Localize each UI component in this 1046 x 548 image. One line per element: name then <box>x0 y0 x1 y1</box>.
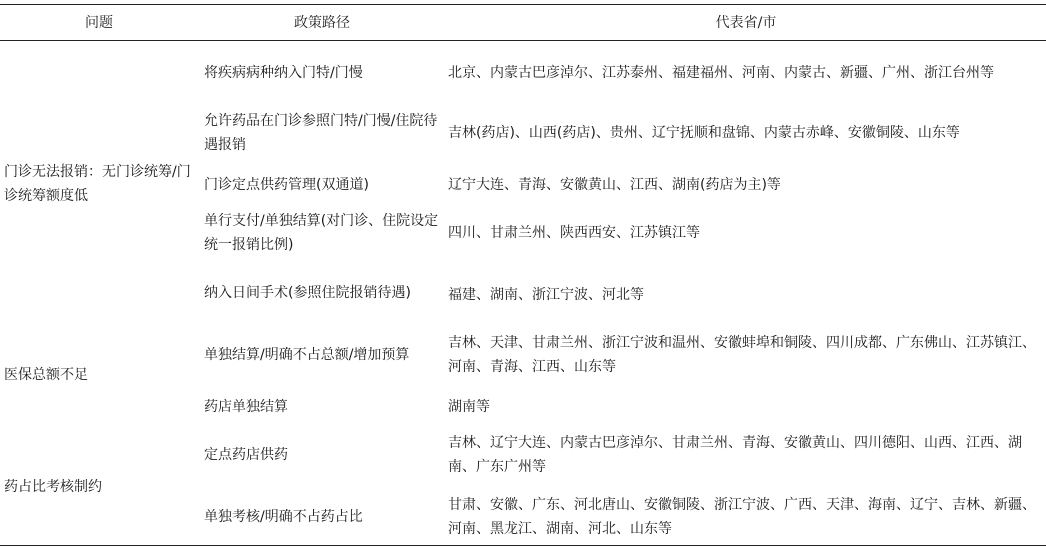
header-policy: 政策路径 <box>294 15 350 31</box>
regions-cell: 吉林、辽宁大连、内蒙古巴彦淖尔、甘肃兰州、青海、安徽黄山、四川德阳、山西、江西、湖南、广东广州等 <box>448 435 1022 475</box>
policy-cell: 门诊定点供药管理(双通道) <box>204 177 369 193</box>
issue-cell <box>4 472 194 502</box>
regions-cell: 四川、甘肃兰州、陕西西安、江苏镇江等 <box>448 225 700 241</box>
policy-cell: 将疾病病种纳入门特/门慢 <box>204 65 363 81</box>
regions-cell: 甘肃、安徽、广东、河北唐山、安徽铜陵、浙江宁波、广西、天津、海南、辽宁、吉林、新疆、河南、黑龙江、湖南、河北、山东等 <box>448 497 1036 537</box>
issue-cell <box>4 150 194 218</box>
policy-cell: 允许药品在门诊参照门特/门慢/住院待遇报销 <box>204 113 438 153</box>
policy-cell: 单独考核/明确不占药占比 <box>204 509 363 525</box>
regions-cell: 湖南等 <box>448 399 490 415</box>
policy-cell: 药店单独结算 <box>204 399 288 415</box>
header-regions: 代表省/市 <box>715 15 777 31</box>
header-issue: 问题 <box>85 15 113 31</box>
issue-text: 门诊无法报销：无门诊统筹/门诊统筹额度低 <box>4 164 191 204</box>
regions-cell: 福建、湖南、浙江宁波、河北等 <box>448 287 644 303</box>
issue-cell <box>4 360 194 390</box>
policy-cell: 定点药店供药 <box>204 447 288 463</box>
regions-cell: 辽宁大连、青海、安徽黄山、江西、湖南(药店为主)等 <box>448 177 781 193</box>
policy-cell: 单独结算/明确不占总额/增加预算 <box>204 347 410 363</box>
issue-text: 药占比考核制约 <box>4 479 102 495</box>
regions-cell: 吉林(药店)、山西(药店)、贵州、辽宁抚顺和盘锦、内蒙古赤峰、安徽铜陵、山东等 <box>448 125 960 141</box>
table-top-rule <box>0 4 1046 5</box>
regions-cell: 北京、内蒙古巴彦淖尔、江苏泰州、福建福州、河南、内蒙古、新疆、广州、浙江台州等 <box>448 65 994 81</box>
header-rule <box>0 40 1046 41</box>
table-bottom-rule <box>0 545 1046 546</box>
policy-cell: 单行支付/单独结算(对门诊、住院设定统一报销比例) <box>204 213 439 253</box>
regions-cell: 吉林、天津、甘肃兰州、浙江宁波和温州、安徽蚌埠和铜陵、四川成都、广东佛山、江苏镇江、河南、青海、江西、山东等 <box>448 335 1036 375</box>
policy-cell: 纳入日间手术(参照住院报销待遇) <box>204 285 411 301</box>
issue-text: 医保总额不足 <box>4 367 88 383</box>
